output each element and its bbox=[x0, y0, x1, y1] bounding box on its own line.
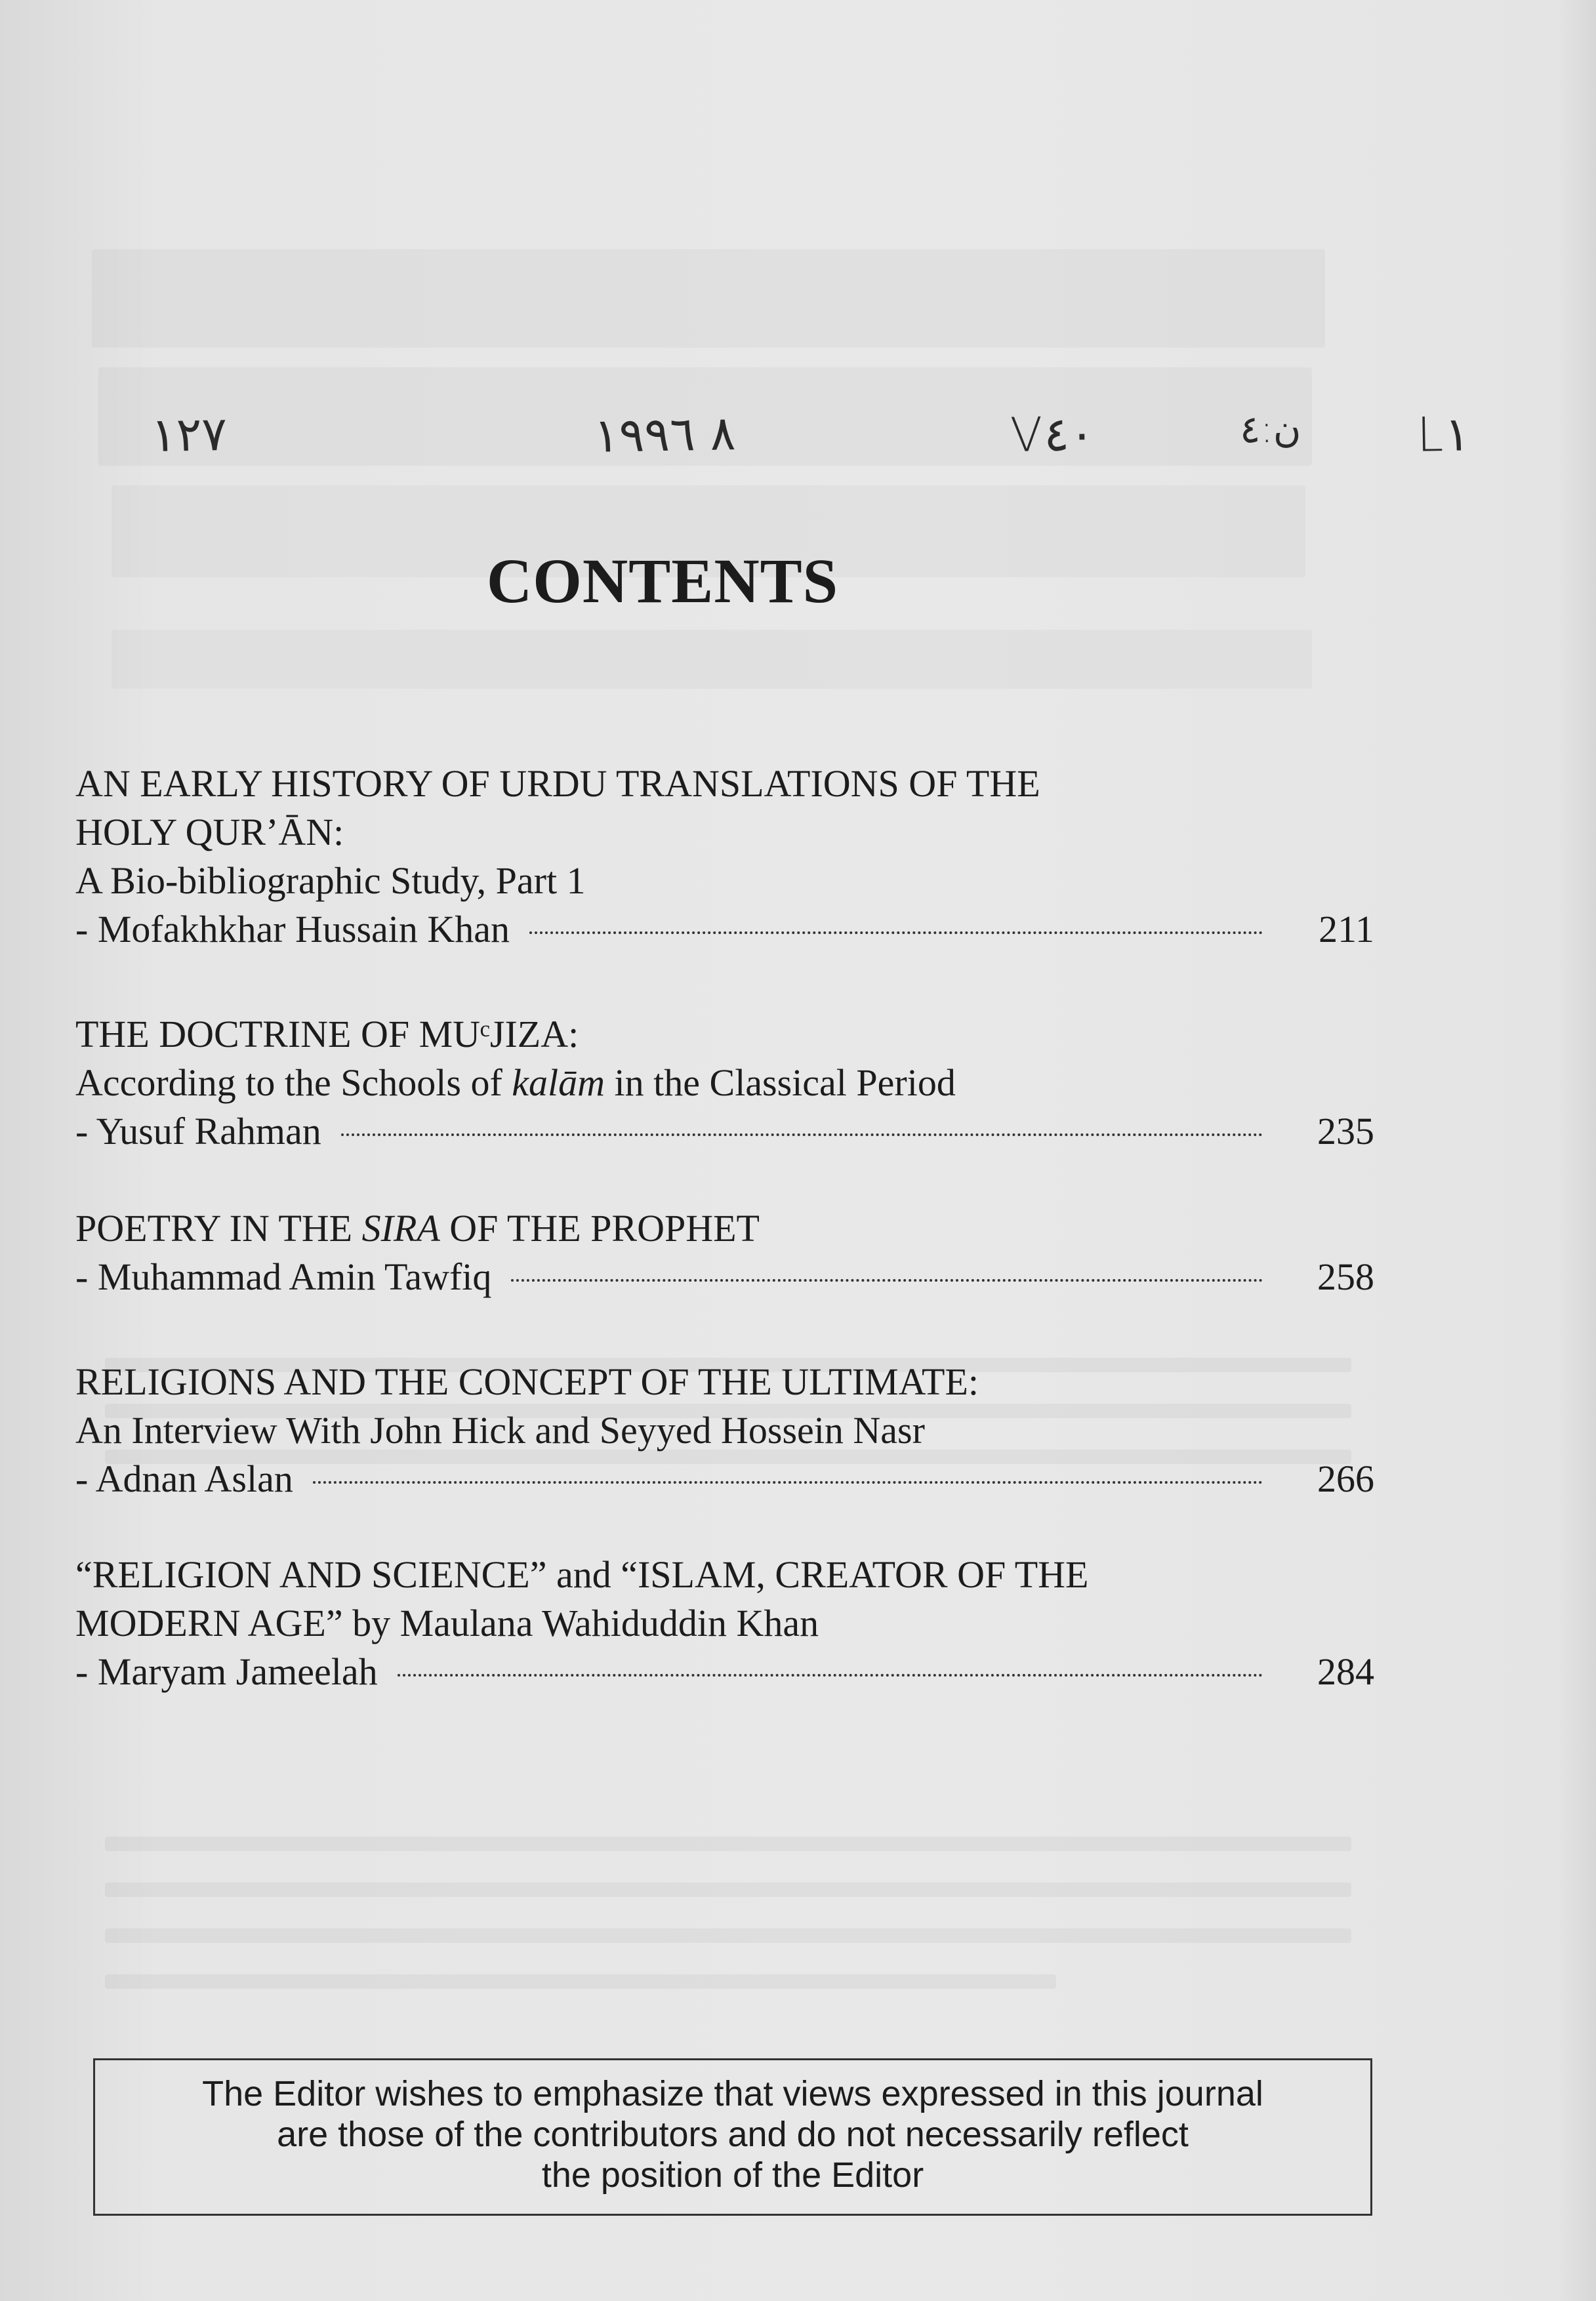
handwritten-note: ٨ ١٩٩٦ bbox=[593, 405, 736, 463]
bleed-through-body-7 bbox=[105, 1974, 1056, 1989]
bleed-through-body-6 bbox=[105, 1928, 1351, 1943]
disclaimer-line: The Editor wishes to emphasize that views expressed in this journal bbox=[202, 2074, 1263, 2113]
handwritten-note: ١٢٧ bbox=[150, 405, 228, 463]
leader-dots bbox=[529, 931, 1263, 934]
leader-dots bbox=[341, 1133, 1263, 1136]
toc-entry-author: - Maryam Jameelah bbox=[75, 1650, 378, 1693]
toc-entry-subtitle bbox=[75, 1059, 1374, 1107]
leader-dots bbox=[398, 1674, 1263, 1677]
toc-entry-title: HOLY QUR’ĀN: bbox=[75, 811, 344, 853]
leader-dots bbox=[313, 1481, 1263, 1484]
leader-dots bbox=[511, 1279, 1263, 1282]
subtitle-italic: kalām bbox=[512, 1061, 605, 1104]
toc-entry-page: 211 bbox=[1319, 908, 1374, 950]
toc-entry-title: RELIGIONS AND THE CONCEPT OF THE ULTIMATE: bbox=[75, 1360, 979, 1403]
toc-entry-author-line bbox=[75, 1455, 1374, 1503]
toc-entry-author: - Adnan Aslan bbox=[75, 1457, 293, 1500]
toc-entry-author-line bbox=[75, 1107, 1374, 1156]
toc-entry-author: - Yusuf Rahman bbox=[75, 1110, 321, 1152]
bleed-through-body-5 bbox=[105, 1883, 1351, 1897]
toc-entry-title: AN EARLY HISTORY OF URDU TRANSLATIONS OF THE bbox=[75, 762, 1040, 805]
toc-entry-author: - Muhammad Amin Tawfiq bbox=[75, 1255, 492, 1298]
toc-entry-author: - Mofakhkhar Hussain Khan bbox=[75, 908, 510, 950]
toc-entry-author-line bbox=[75, 905, 1374, 954]
title-italic: SIRA bbox=[361, 1207, 440, 1250]
toc-entry-subtitle: An Interview With John Hick and Seyyed Hossein Nasr bbox=[75, 1409, 925, 1452]
page-title: CONTENTS bbox=[486, 546, 839, 616]
toc-entry-page: 258 bbox=[1317, 1255, 1374, 1298]
title-part: OF THE PROPHET bbox=[440, 1207, 760, 1250]
toc-entry-page: 284 bbox=[1317, 1650, 1374, 1693]
subtitle-part: in the Classical Period bbox=[605, 1061, 956, 1104]
toc-entry-page: 235 bbox=[1317, 1110, 1374, 1152]
toc-entry-title: MODERN AGE” by Maulana Wahiduddin Khan bbox=[75, 1602, 819, 1644]
bleed-through-title-4 bbox=[112, 630, 1312, 689]
spine-shadow bbox=[1557, 0, 1596, 2301]
toc-entry bbox=[75, 1358, 1374, 1503]
title-part: POETRY IN THE bbox=[75, 1207, 362, 1250]
disclaimer-line: are those of the contributors and do not necessarily reflect bbox=[277, 2115, 1189, 2154]
toc-entry bbox=[75, 1551, 1374, 1696]
bleed-through-title-1 bbox=[92, 249, 1325, 348]
toc-entry-page: 266 bbox=[1317, 1457, 1374, 1500]
disclaimer-line: the position of the Editor bbox=[541, 2155, 924, 2195]
bleed-through-body-4 bbox=[105, 1837, 1351, 1851]
toc-entry-subtitle: A Bio-bibliographic Study, Part 1 bbox=[75, 859, 586, 902]
handwritten-note: V٤٠ bbox=[1010, 405, 1095, 463]
toc-entry bbox=[75, 760, 1374, 954]
editor-disclaimer-box bbox=[93, 2058, 1372, 2216]
toc-entry-title: THE DOCTRINE OF MUᶜJIZA: bbox=[75, 1013, 579, 1055]
toc-entry bbox=[75, 1204, 1374, 1301]
toc-entry-author-line bbox=[75, 1648, 1374, 1696]
toc-entry bbox=[75, 1010, 1374, 1156]
handwritten-note: L١ bbox=[1416, 406, 1471, 462]
toc-entry-title bbox=[75, 1204, 1374, 1253]
toc-entry-author-line bbox=[75, 1253, 1374, 1301]
subtitle-part: According to the Schools of bbox=[75, 1061, 512, 1104]
handwritten-note: ن:٤ bbox=[1239, 406, 1301, 452]
toc-entry-title: “RELIGION AND SCIENCE” and “ISLAM, CREATOR OF THE bbox=[75, 1553, 1089, 1596]
